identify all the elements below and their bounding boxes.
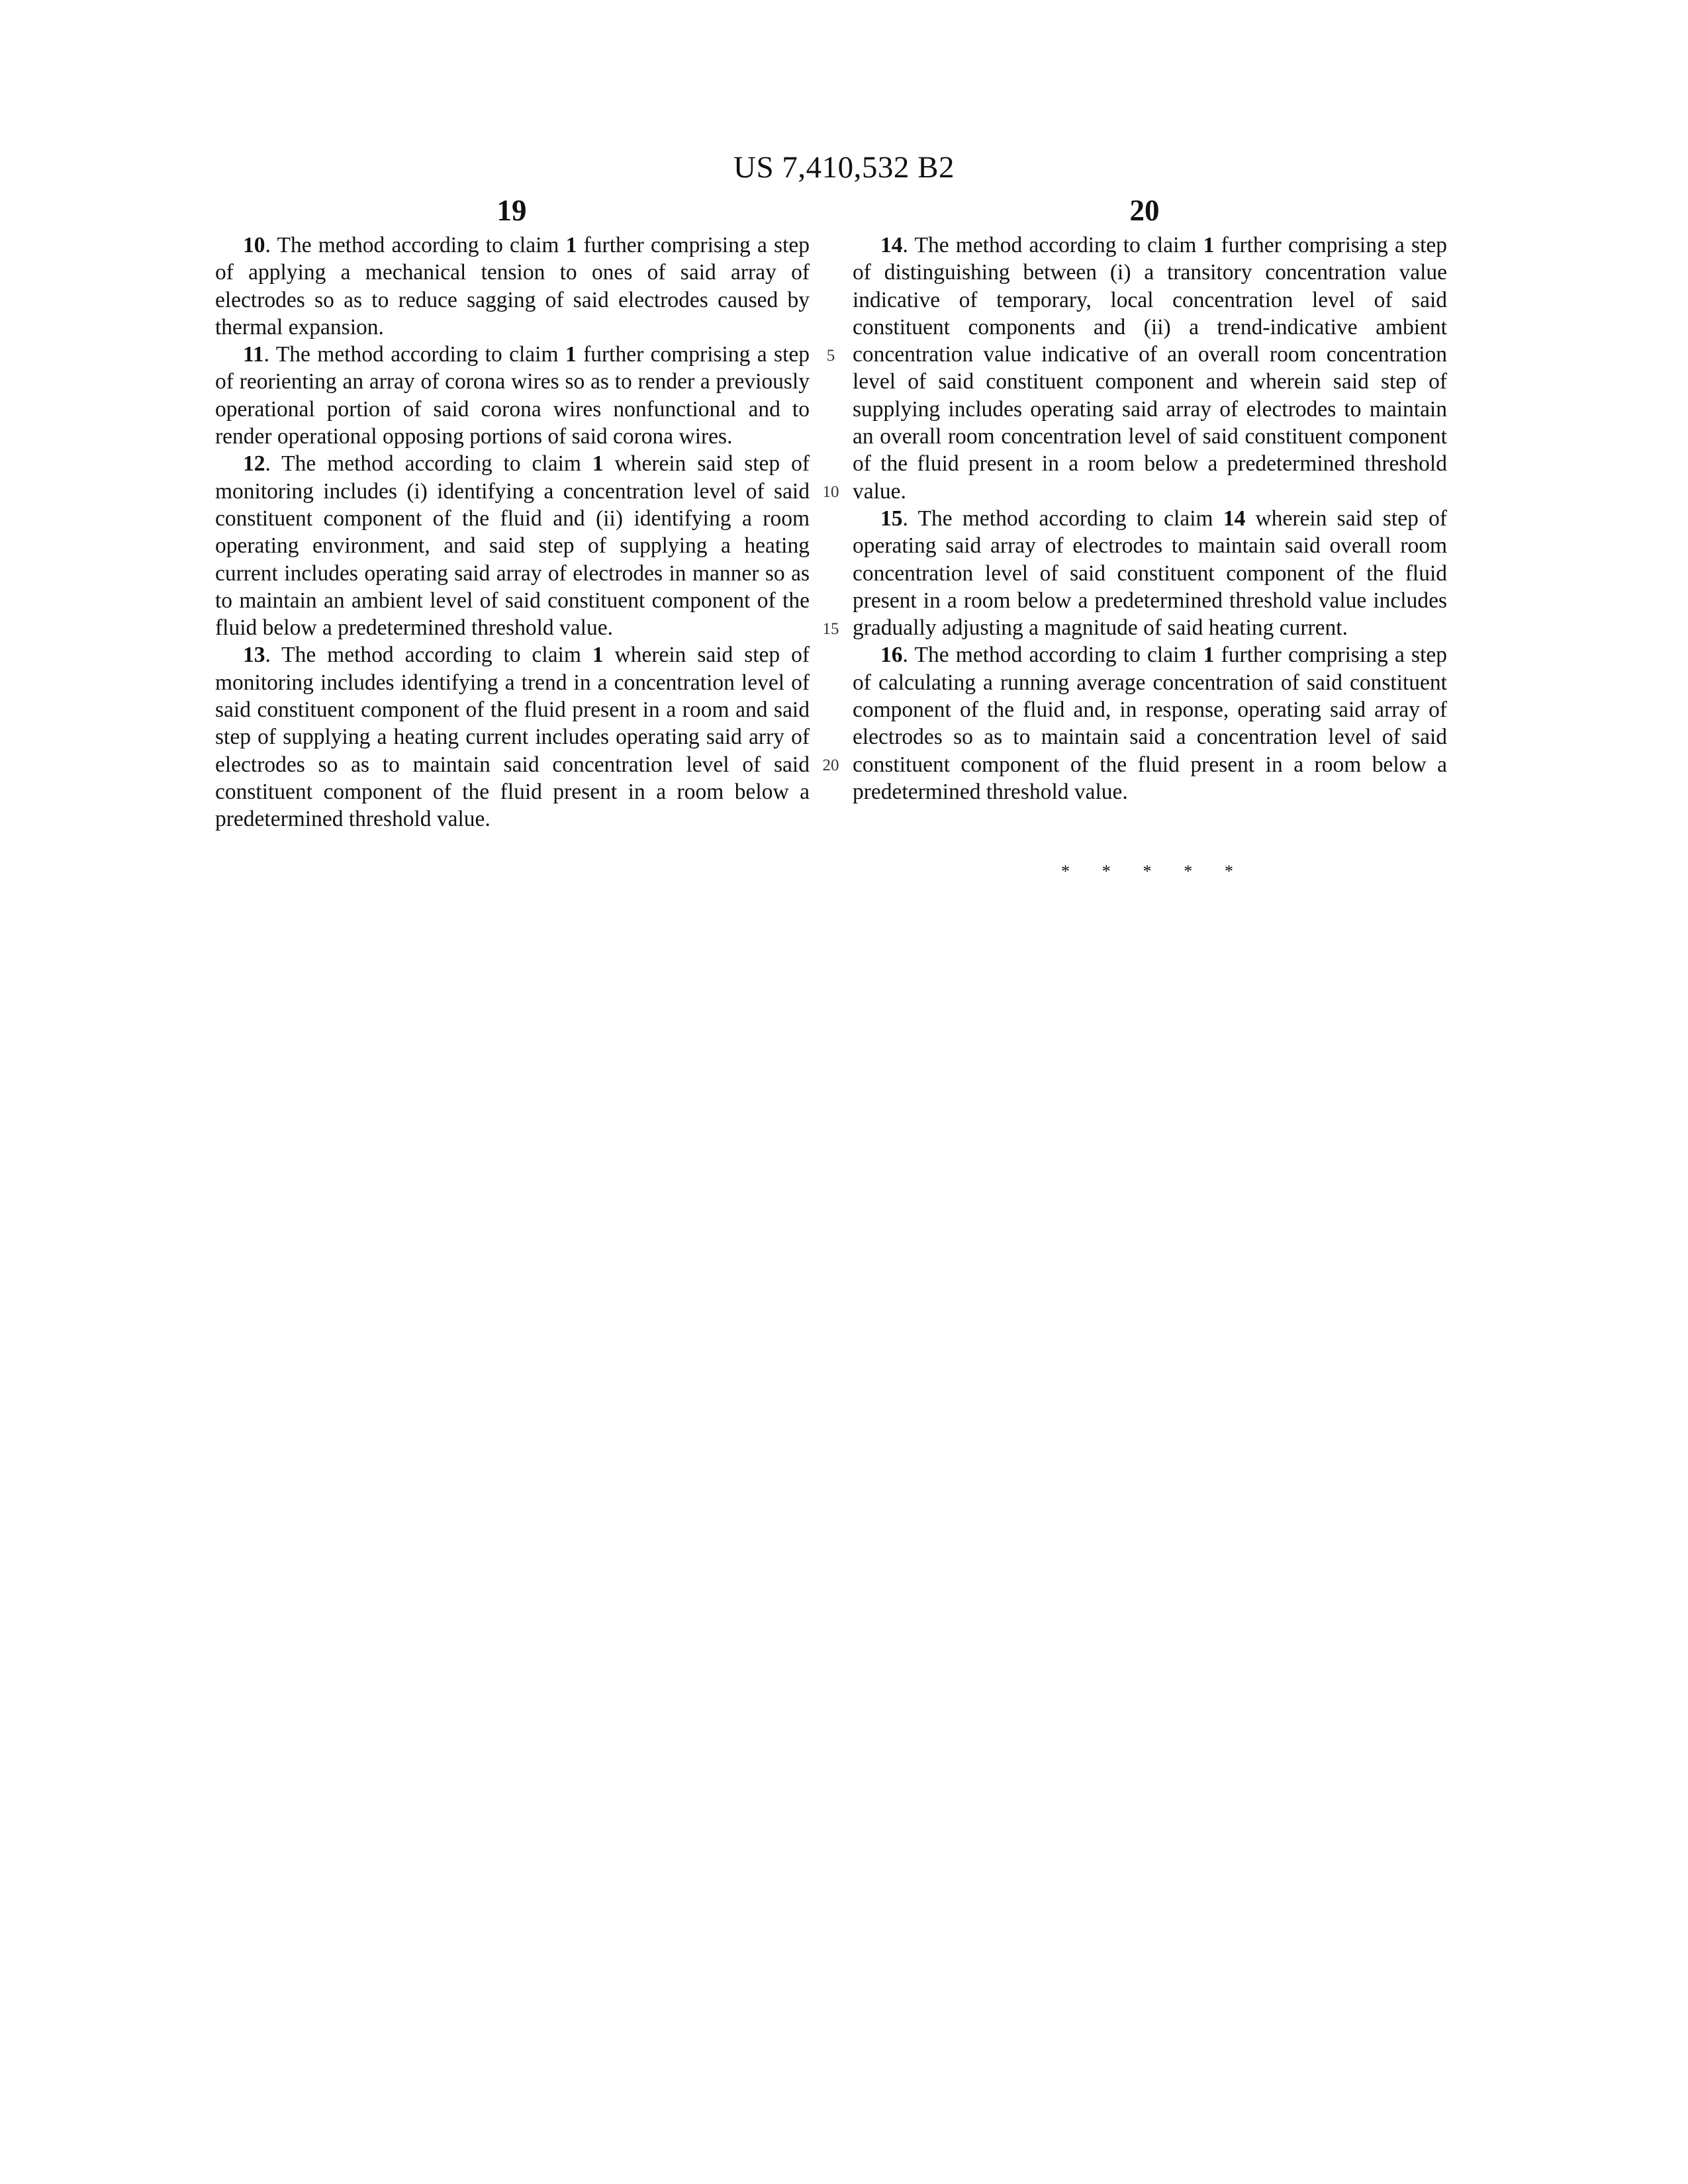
claim-text: wherein said step of operating said array of electrodes to maintain said overall room concentration level of said constituent component of the fluid present in a room below a predetermined threshold value includes gradually adjusting a magnitude of said heating current.: [853, 506, 1447, 641]
claim-12: [215, 450, 810, 641]
claim-reference: 1: [565, 342, 577, 367]
claim-16: [853, 641, 1447, 805]
claim-11: [215, 341, 810, 450]
claim-number: 10: [243, 233, 265, 257]
claim-preamble: . The method according to claim: [265, 451, 592, 477]
claim-preamble: . The method according to claim: [263, 342, 565, 367]
claim-text: further comprising a step of applying a mechanical tension to ones of said array of electrodes so as to reduce sagging of said electrodes caused by thermal expansion.: [215, 233, 810, 340]
claim-14: [853, 232, 1447, 505]
asterisk: *: [1143, 862, 1152, 881]
claim-text: further comprising a step of reorienting an array of corona wires so as to render a previously operational portion of said corona wires nonfunctional and to render operational opposing portions of said corona wires.: [215, 342, 810, 449]
claim-15: [853, 505, 1447, 641]
asterisk: *: [1061, 862, 1070, 881]
claim-preamble: . The method according to claim: [902, 643, 1203, 668]
left-column: [215, 232, 810, 833]
claim-text: wherein said step of monitoring includes (i) identifying a concentration level of said constituent component of the fluid and (ii) identifying a room operating environment, and said step of supplying a heating current includes operating said array of electrodes in manner so as to maintain an ambient level of said constituent component of the fluid below a predetermined threshold value.: [215, 451, 810, 641]
claim-text: further comprising a step of distinguishing between (i) a transitory concentration value indicative of temporary, local concentration level of said constituent components and (ii) a trend-indicative ambient concentration value indicative of an overall room concentration level of said constituent component and wherein said step of supplying includes operating said array of electrodes to maintain an overall room concentration level of said constituent component of the fluid present in a room below a predetermined threshold value.: [853, 233, 1447, 504]
claim-text: wherein said step of monitoring includes identifying a trend in a concentration level of said constituent component of the fluid present in a room and said step of supplying a heating current includes operating said arry of electrodes so as to maintain said concentration level of said constituent component of the fluid present in a room below a predetermined threshold value.: [215, 643, 810, 832]
claim-number: 13: [243, 643, 265, 668]
column-number-right: 20: [1129, 194, 1160, 227]
claim-number: 14: [880, 233, 903, 257]
right-column: [853, 232, 1447, 805]
line-number-10: 10: [822, 483, 839, 501]
line-number-5: 5: [826, 347, 835, 365]
claim-number: 12: [243, 451, 265, 477]
claim-reference: 1: [1203, 233, 1215, 257]
claim-10: [215, 232, 810, 341]
claim-preamble: . The method according to claim: [902, 506, 1223, 531]
claim-preamble: . The method according to claim: [265, 233, 566, 257]
claim-preamble: . The method according to claim: [265, 643, 592, 668]
claim-preamble: . The method according to claim: [902, 233, 1203, 257]
claim-number: 11: [243, 342, 264, 367]
claim-reference: 1: [565, 233, 577, 257]
claim-reference: 14: [1223, 506, 1246, 531]
claim-text: further comprising a step of calculating a running average concentration of said constituent component of the fluid and, in response, operating said array of electrodes so as to maintain said a concentration level of said constituent component of the fluid present in a room below a predetermined threshold value.: [853, 643, 1447, 804]
claim-reference: 1: [592, 451, 604, 477]
claim-reference: 1: [592, 643, 604, 668]
asterisk: *: [1102, 862, 1111, 881]
asterisk: *: [1184, 862, 1193, 881]
claim-number: 16: [880, 643, 903, 668]
asterisk: *: [1225, 862, 1233, 881]
line-number-15: 15: [822, 620, 839, 638]
patent-number: US 7,410,532 B2: [733, 150, 955, 185]
line-number-20: 20: [822, 756, 839, 774]
claim-number: 15: [880, 506, 903, 531]
end-of-document-mark: [1061, 862, 1233, 882]
claim-reference: 1: [1203, 643, 1215, 668]
claim-13: [215, 641, 810, 833]
column-number-left: 19: [496, 194, 527, 227]
